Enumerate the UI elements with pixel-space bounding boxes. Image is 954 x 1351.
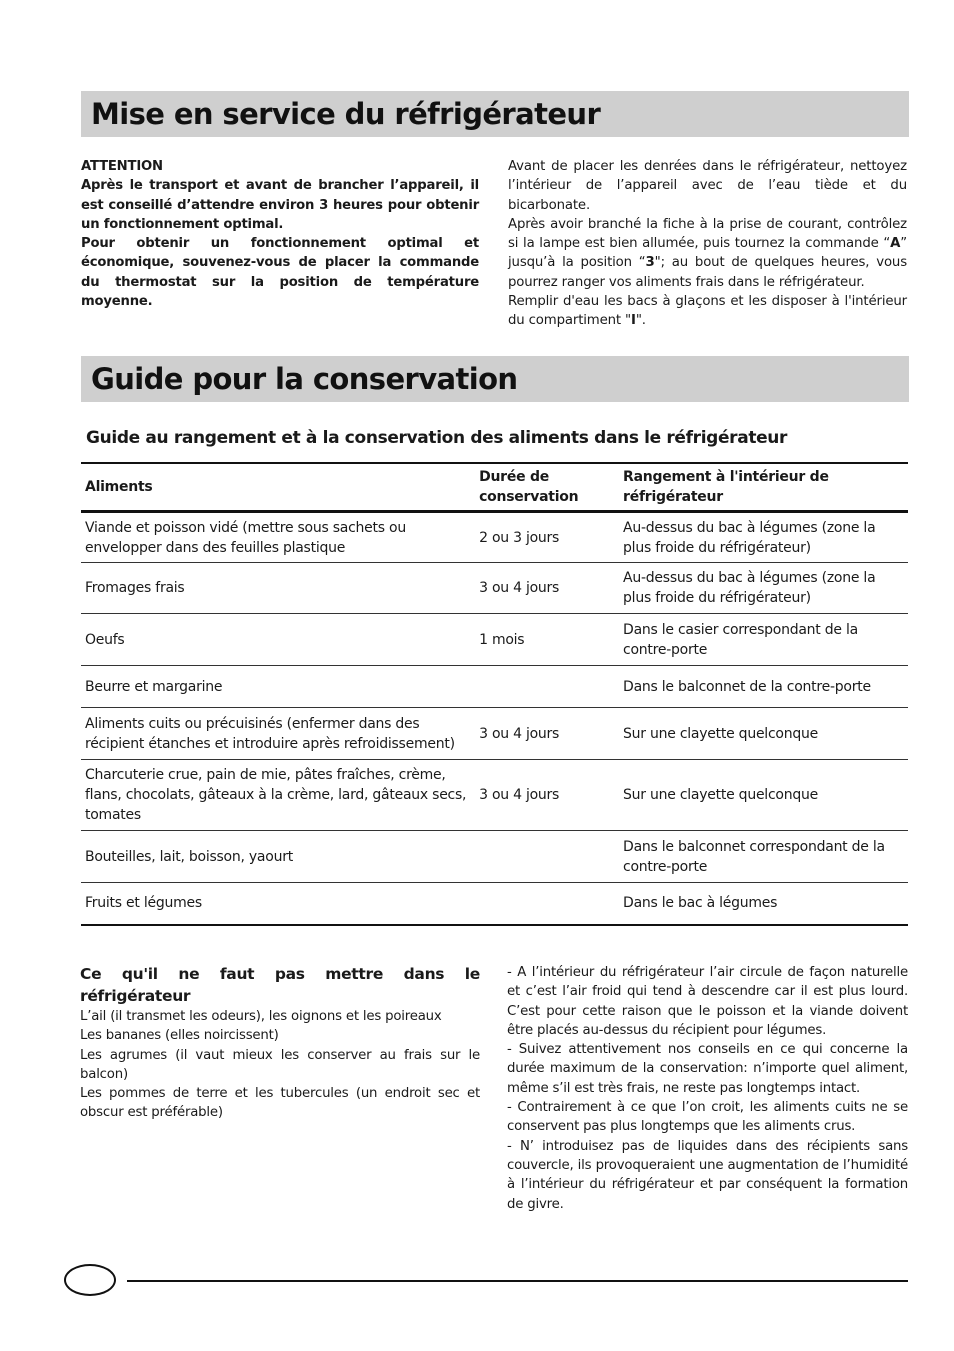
do-not-refrigerate-item: L’ail (il transmet les odeurs), les oignons et les poireaux	[80, 1009, 442, 1024]
cell-aliment: Viande et poisson vidé (mettre sous sachets ou envelopper dans des feuilles plastique	[81, 512, 475, 563]
attention-block	[81, 157, 479, 311]
cell-duree	[475, 883, 619, 925]
intro-ice-trays	[508, 292, 907, 331]
intro-ice-text: Remplir d'eau les bacs à glaçons et les disposer à l'intérieur du compartiment "	[508, 294, 907, 329]
cell-rangement: Dans le balconnet de la contre-porte	[619, 666, 908, 708]
table-title: Guide au rangement et à la conservation des aliments dans le réfrigérateur	[86, 428, 788, 448]
section-title-mise-en-service: Mise en service du réfrigérateur	[81, 91, 909, 137]
header-duree: Durée de conservation	[475, 463, 619, 512]
intro-block	[508, 157, 907, 331]
intro-cleaning: Avant de placer les denrées dans le réfrigérateur, nettoyez l’intérieur de l’appareil avec de l’eau tiède et du bicarbonate.	[508, 159, 907, 213]
intro-connection	[508, 215, 907, 292]
cell-duree: 2 ou 3 jours	[475, 512, 619, 563]
tip-paragraph: - Contrairement à ce que l’on croit, les aliments cuits ne se conservent pas plus longtemps que les aliments crus.	[507, 1100, 908, 1135]
attention-text-thermostat: Pour obtenir un fonctionnement optimal et économique, souvenez-vous de placer la commande du thermostat sur la position de température moyenne.	[81, 236, 479, 310]
cell-duree	[475, 831, 619, 883]
do-not-refrigerate-item: Les pommes de terre et les tubercules (un endroit sec et obscur est préférable)	[80, 1086, 480, 1121]
cell-duree: 1 mois	[475, 614, 619, 666]
cell-rangement: Sur une clayette quelconque	[619, 760, 908, 831]
header-rangement: Rangement à l'intérieur de réfrigérateur	[619, 463, 908, 512]
cell-rangement: Sur une clayette quelconque	[619, 708, 908, 760]
footer-rule	[127, 1280, 908, 1282]
cell-duree	[475, 666, 619, 708]
tip-paragraph: - A l’intérieur du réfrigérateur l’air circule de façon naturelle et c’est l’air froid qui tend à descendre car il est plus lourd. C’est pour cette raison que le poisson et la viande doivent être placés au-dessus du récipient pour légumes.	[507, 965, 908, 1038]
table-row	[81, 512, 908, 563]
compartment-letter: I	[631, 313, 636, 329]
table-row	[81, 563, 908, 614]
tip-paragraph: - N’ introduisez pas de liquides dans des récipients sans couvercle, ils provoqueraient une augmentation de l’humidité à l’intérieur du réfrigérateur et par conséquent la formation de givre.	[507, 1138, 908, 1212]
cell-rangement: Au-dessus du bac à légumes (zone la plus froide du réfrigérateur)	[619, 512, 908, 563]
cell-aliment: Fromages frais	[81, 563, 475, 614]
intro-connection-text: "; au bout de quelques heures, vous pourrez ranger vos aliments frais dans le réfrigérateur.	[508, 255, 907, 290]
table-row	[81, 883, 908, 925]
header-aliments: Aliments	[81, 463, 475, 512]
cell-rangement: Dans le casier correspondant de la contre-porte	[619, 614, 908, 666]
do-not-refrigerate-item: Les agrumes (il vaut mieux les conserver au frais sur le balcon)	[80, 1047, 480, 1082]
cell-duree: 3 ou 4 jours	[475, 708, 619, 760]
attention-label: ATTENTION	[81, 159, 163, 174]
tips-block	[507, 963, 908, 1214]
do-not-refrigerate-heading: Ce qu'il ne faut pas mettre dans le réfrigérateur	[80, 965, 480, 1005]
attention-text-transport: Après le transport et avant de brancher l’appareil, il est conseillé d’attendre environ 3 heures pour obtenir un fonctionnement optimal.	[81, 178, 479, 232]
do-not-refrigerate-item: Les bananes (elles noircissent)	[80, 1028, 279, 1044]
intro-connection-text: Après avoir branché la fiche à la prise de courant, contrôlez si la lampe est bien allumée, puis tournez la commande “	[508, 216, 907, 252]
cell-aliment: Fruits et légumes	[81, 883, 475, 925]
cell-aliment: Charcuterie crue, pain de mie, pâtes fraîches, crème, flans, chocolats, gâteaux à la crème, lard, gâteaux secs, tomates	[81, 760, 475, 831]
page-number-oval	[64, 1264, 116, 1296]
storage-table	[81, 462, 908, 926]
intro-ice-text: ".	[635, 313, 646, 329]
tip-paragraph: - Suivez attentivement nos conseils en ce qui concerne la durée maximum de la conservation: n’importe quel aliment, même s’il est très frais, ne reste pas longtemps intact.	[507, 1042, 908, 1096]
cell-rangement: Dans le bac à légumes	[619, 883, 908, 925]
intro-connection-text: ” jusqu’à la position “	[508, 236, 907, 271]
command-letter: A	[890, 236, 901, 252]
section-title-guide-conservation: Guide pour la conservation	[81, 356, 909, 402]
cell-aliment: Beurre et margarine	[81, 666, 475, 708]
cell-aliment: Aliments cuits ou précuisinés (enfermer dans des récipient étanches et introduire après refroidissement)	[81, 708, 475, 760]
cell-duree: 3 ou 4 jours	[475, 760, 619, 831]
cell-rangement: Dans le balconnet correspondant de la contre-porte	[619, 831, 908, 883]
cell-rangement: Au-dessus du bac à légumes (zone la plus froide du réfrigérateur)	[619, 563, 908, 614]
position-number: 3	[645, 255, 655, 271]
table-row	[81, 760, 908, 831]
table-row	[81, 614, 908, 666]
cell-aliment: Oeufs	[81, 614, 475, 666]
do-not-refrigerate-block	[80, 963, 480, 1123]
table-header-row	[81, 463, 908, 512]
cell-aliment: Bouteilles, lait, boisson, yaourt	[81, 831, 475, 883]
table-row	[81, 831, 908, 883]
table-row	[81, 708, 908, 760]
cell-duree: 3 ou 4 jours	[475, 563, 619, 614]
table-row	[81, 666, 908, 708]
